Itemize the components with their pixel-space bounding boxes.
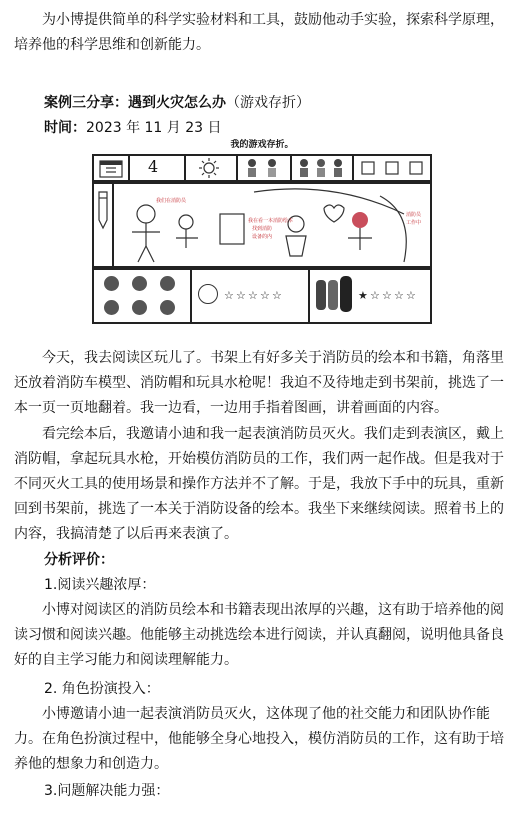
child-drawing bbox=[114, 184, 432, 266]
case-title bbox=[44, 92, 310, 114]
analysis-item-3-title: 3.问题解决能力强： bbox=[44, 783, 170, 799]
star-icon: ☆ bbox=[272, 289, 282, 302]
story-paragraph-1: 今天，我去阅读区玩儿了。书架上有好多关于消防员的绘本和书籍，角落里还放着消防车模型、消防帽和玩具水枪呢！我迫不及待地走到书架前，挑选了一本一页一页地翻着。我一边看，一边用手指着图画，讲着画面的内容。 bbox=[14, 350, 504, 416]
analysis-item-2-title: 2. 角色扮演投入： bbox=[44, 681, 160, 697]
children-cell bbox=[236, 156, 292, 180]
game-passbook-image bbox=[86, 132, 438, 328]
group-cell bbox=[290, 156, 354, 180]
story-paragraph-2: 看完绘本后，我邀请小迪和我一起表演消防员灭火。我们走到表演区，戴上消防帽，拿起玩具水枪，开始模仿消防员的工作，我们两一起作战。但是我对于不同灭火工具的使用场景和操作方法并不了解。于是，我放下手中的玩具，重新回到书架前，挑选了一本关于消防设备的绘本。我坐下来继续阅读。照着书上的内容，我搞清楚了以后再来表演了。 bbox=[14, 426, 504, 542]
mood-face-icon bbox=[132, 276, 147, 291]
day-number: 4 bbox=[148, 157, 159, 176]
analysis-item-2-body: 小博邀请小迪一起表演消防员灭火，这体现了他的社交能力和团队协作能力。在角色扮演过程中，他能够全身心地投入，模仿消防员的工作，这有助于培养他的想象力和创造力。 bbox=[14, 706, 504, 772]
pencil-cell bbox=[94, 184, 114, 266]
sun-icon bbox=[194, 157, 224, 179]
mood-cell bbox=[94, 270, 192, 322]
star-icon: ☆ bbox=[224, 289, 234, 302]
star-icon: ☆ bbox=[382, 289, 392, 302]
mood-face-icon bbox=[160, 276, 175, 291]
teacher-rating-cell bbox=[308, 270, 432, 322]
star-icon: ☆ bbox=[248, 289, 258, 302]
star-icon: ☆ bbox=[406, 289, 416, 302]
mood-face-icon bbox=[132, 300, 147, 315]
calendar-icon bbox=[96, 157, 126, 179]
checkbox-cell bbox=[352, 156, 432, 180]
intro-paragraph: 为小博提供简单的科学实验材料和工具，鼓励他动手实验，探索科学原理，培养他的科学思维和创新能力。 bbox=[14, 12, 504, 53]
mood-face-icon bbox=[104, 276, 119, 291]
person-icon bbox=[328, 280, 338, 310]
rating-row bbox=[92, 268, 432, 324]
red-note-4: 设备的内 bbox=[252, 234, 273, 240]
pencil-icon bbox=[95, 190, 111, 230]
checkbox-icons bbox=[356, 156, 430, 180]
red-note-3: 找到消防 bbox=[252, 226, 273, 232]
star-icon: ☆ bbox=[236, 289, 246, 302]
analysis-item-1-body: 小博对阅读区的消防员绘本和书籍表现出浓厚的兴趣，这有助于培养他的阅读习惯和阅读兴趣。他能够主动挑选绘本进行阅读，并认真翻阅，说明他具备良好的自主学习能力和阅读理解能力。 bbox=[14, 602, 504, 668]
time-label: 时间： bbox=[44, 120, 86, 136]
star-icon: ★ bbox=[358, 289, 368, 302]
child-face-icon bbox=[198, 284, 218, 304]
self-rating-cell bbox=[190, 270, 310, 322]
group-icon bbox=[292, 156, 350, 180]
red-note-5: 消防员 bbox=[406, 212, 422, 218]
star-icon: ☆ bbox=[370, 289, 380, 302]
calendar-cell bbox=[94, 156, 130, 180]
weather-row bbox=[92, 154, 432, 182]
red-note-2: 我在看一本消防绘本 bbox=[248, 218, 294, 224]
star-icon: ☆ bbox=[260, 289, 270, 302]
star-icon: ☆ bbox=[394, 289, 404, 302]
figure-caption: 我的游戏存折。 bbox=[230, 140, 294, 150]
drawing-area bbox=[92, 182, 432, 268]
analysis-item-1-title: 1.阅读兴趣浓厚： bbox=[44, 577, 156, 593]
children-icon bbox=[238, 156, 288, 180]
red-note-1: 我们在消防员 bbox=[156, 198, 187, 204]
person-icon bbox=[316, 280, 326, 310]
number-cell bbox=[128, 156, 186, 180]
person-icon bbox=[340, 276, 352, 312]
case-title-text: 案例三分享：遇到火灾怎么办 bbox=[44, 95, 226, 111]
case-title-suffix: （游戏存折） bbox=[226, 95, 310, 111]
analysis-heading: 分析评价： bbox=[44, 552, 114, 568]
mood-face-icon bbox=[104, 300, 119, 315]
mood-face-icon bbox=[160, 300, 175, 315]
time-value: 2023 年 11 月 23 日 bbox=[86, 120, 222, 136]
sun-cell bbox=[184, 156, 238, 180]
red-note-6: 工作中 bbox=[406, 220, 422, 226]
